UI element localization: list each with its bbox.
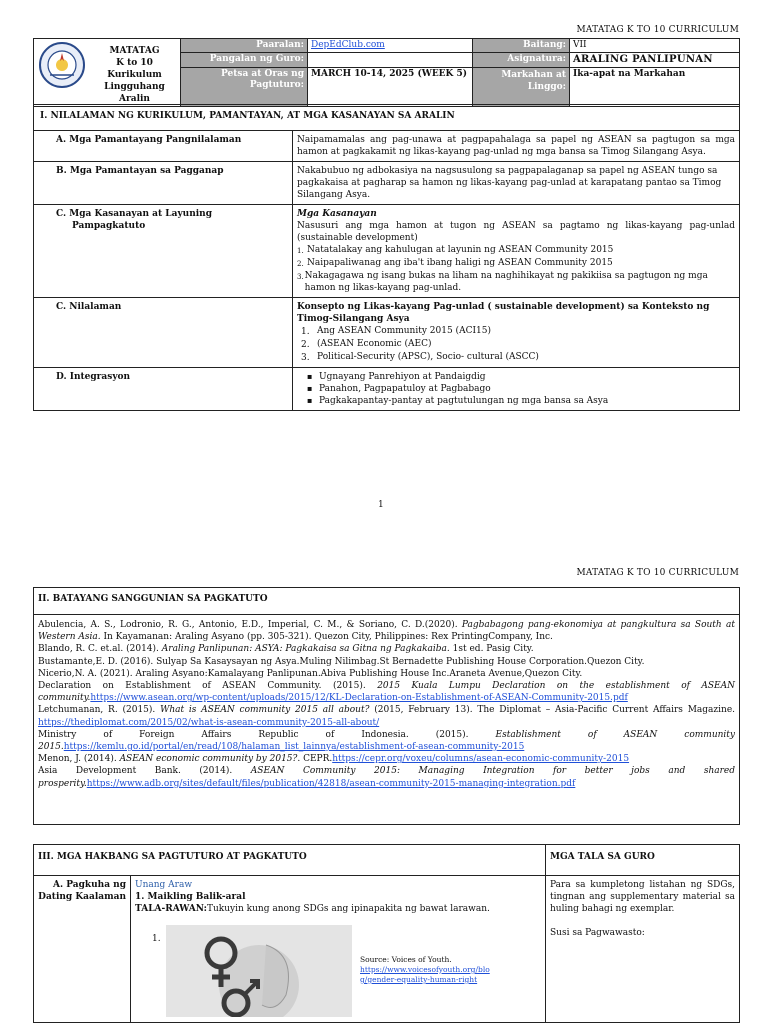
list-item: 1. Natatalakay ang kahulugan at layunin ng ASEAN Community 2015 — [297, 245, 614, 255]
reference-item: Blando, R. C. et.al. (2014). Araling Panlipunan: ASYA: Pagkakaisa sa Gitna ng Pagkakaiba. 1st ed. Pasig City. — [38, 644, 534, 655]
notes-title: MGA TALA SA GURO — [546, 845, 740, 876]
row-e-content — [293, 368, 740, 411]
curriculum-header: MATATAG K TO 10 CURRICULUM — [576, 25, 739, 35]
day-label: Unang Araw — [135, 880, 193, 890]
list-item: 2. Naipapaliwanag ang iba't ibang haligi ng ASEAN Community 2015 — [297, 258, 613, 268]
asignatura-value: ARALING PANLIPUNAN — [570, 53, 740, 68]
document-title: MATATAG K to 10 Kurikulum Lingguhang Aralin — [89, 39, 181, 107]
section-1-title: I. NILALAMAN NG KURIKULUM, PAMANTAYAN, AT MGA KASANAYAN SA ARALIN — [34, 105, 740, 131]
petsa-label: Petsa at Oras ng Pagtuturo: — [181, 68, 308, 107]
list-item: ▪ Panahon, Pagpapatuloy at Pagbabago — [297, 383, 735, 395]
reference-item: Abulencia, A. S., Lodronio, R. G., Antonio, E.D., Imperial, C. M., & Soriano, C. D.(2020). Pagbabagong pang-ekonomiya at pangkultura sa South at Western Asia. In Kayamanan: Araling Asyano (pp. 305-321). Quezon City, Philippines: Rex PrintingCompany, Inc. — [38, 620, 735, 643]
task-line: TALA-RAWAN:Tukuyin kung anong SDGs ang ipinapakita ng bawat larawan. — [135, 904, 490, 914]
image-source: Source: Voices of Youth. https://www.voicesofyouth.org/blog/gender-equality-human-right — [360, 955, 490, 984]
reference-item: Bustamante,E. D. (2016). Sulyap Sa Kasaysayan ng Asya.Muling Nilimbag.St Bernadette Publishing House Corporation.Quezon City. — [38, 656, 645, 667]
list-item: 2. (ASEAN Economic (AEC) — [301, 339, 432, 350]
row-d-list — [297, 325, 735, 364]
list-item: 3. Nakagagawa ng isang bukas na liham na naghihikayat ng pakikiisa sa pagtugon ng mga hamon ng likas-kayang pag-unlad. — [297, 271, 708, 293]
paaralan-value[interactable]: DepEdClub.com — [308, 39, 473, 53]
row-e-label: D. Integrasyon — [34, 368, 293, 411]
paaralan-label: Paaralan: — [181, 39, 308, 53]
gender-symbols-icon — [166, 925, 352, 1017]
reference-item: Ministry of Foreign Affairs Republic of Indonesia. (2015). Establishment of ASEAN community 2015.https://kemlu.go.id/portal/en/read/108/halaman_list_lainnya/establishment-of-asean-community-2015 — [38, 729, 735, 753]
row-c-heading: Mga Kasanayan — [297, 209, 377, 219]
reference-item: Menon, J. (2014). ASEAN economic community by 2015?. CEPR.https://cepr.org/voxeu/columns/asean-economic-community-2015 — [38, 754, 630, 765]
section-3-title: III. MGA HAKBANG SA PAGTUTURO AT PAGKATUTO — [34, 845, 546, 876]
markahan-value: Ika-apat na Markahan — [570, 68, 740, 107]
reference-link[interactable]: https://kemlu.go.id/portal/en/read/108/halaman_list_lainnya/establishment-of-asean-community-2015 — [63, 742, 525, 753]
lesson-info-table — [33, 38, 740, 107]
row-c-list — [297, 244, 735, 294]
logo-cell — [34, 39, 90, 107]
source-link[interactable]: https://www.voicesofyouth.org/blog/gender-equality-human-right — [360, 965, 490, 984]
step-a-label: A. Pagkuha ng Dating Kaalaman — [34, 876, 131, 1023]
row-d-label: C. Nilalaman — [34, 298, 293, 368]
guro-value — [308, 53, 473, 68]
list-item: 1. Ang ASEAN Community 2015 (ACI15) — [301, 326, 491, 337]
row-e-list — [297, 371, 735, 407]
list-item: ▪ Ugnayang Panrehiyon at Pandaigdig — [297, 371, 735, 383]
row-d-content — [293, 298, 740, 368]
section-2-title: II. BATAYANG SANGGUNIAN SA PAGKATUTO — [34, 588, 739, 615]
notes-text: Para sa kumpletong listahan ng SDGs, tingnan ang supplementary material sa huling bahagi ng exemplar. — [550, 880, 735, 914]
reference-link[interactable]: https://cepr.org/voxeu/columns/asean-economic-community-2015 — [332, 754, 630, 765]
curriculum-header-2: MATATAG K TO 10 CURRICULUM — [576, 568, 739, 578]
petsa-value: MARCH 10-14, 2025 (WEEK 5) — [308, 68, 473, 107]
step-title: 1. Maikling Balik-aral — [135, 892, 246, 902]
baitang-value: VII — [570, 39, 740, 53]
item-number: 1. — [152, 934, 161, 944]
row-a-text: Naipamamalas ang pag-unawa at pagpapahalaga sa papel ng ASEAN sa pagtugon sa mga hamon at pagkakamit ng likas-kayang pag-unlad ng mga bansa sa Timog Silangang Asya. — [293, 131, 740, 162]
reference-item: Letchumanan, R. (2015). What is ASEAN community 2015 all about? (2015, February 13). The Diplomat – Asia-Pacific Current Affairs Magazine. https://thediplomat.com/2015/02/what-is-asean-community-2015-all-about/ — [38, 705, 736, 728]
notes-key: Susi sa Pagwawasto: — [550, 928, 645, 938]
curriculum-content-table — [33, 104, 740, 411]
row-b-label: B. Mga Pamantayan sa Pagganap — [34, 162, 293, 205]
teaching-steps-table — [33, 844, 740, 1023]
reference-link[interactable]: https://www.adb.org/sites/default/files/publication/42818/asean-community-2015-managing-integration.pdf — [86, 778, 576, 789]
reference-link[interactable]: https://thediplomat.com/2015/02/what-is-asean-community-2015-all-about/ — [38, 717, 380, 728]
page-number: 1 — [378, 500, 384, 510]
baitang-label: Baitang: — [473, 39, 570, 53]
row-c-content — [293, 205, 740, 298]
reference-item: Declaration on Establishment of ASEAN Community. (2015). 2015 Kuala Lumpu Declaration on the establishment of ASEAN community.https://www.asean.org/wp-content/uploads/2015/12/KL-Declaration-on-Establishment-of-ASEAN-Community-2015.pdf — [38, 681, 735, 704]
gender-equality-image — [166, 925, 352, 1017]
reference-link[interactable]: https://www.asean.org/wp-content/uploads/2015/12/KL-Declaration-on-Establishment-of-ASEAN-Community-2015.pdf — [90, 693, 628, 704]
reference-item: Asia Development Bank. (2014). ASEAN Community 2015: Managing Integration for better jobs and shared prosperity.https://www.adb.org/sites/default/files/publication/42818/asean-community-2015-managing-integration.pdf — [38, 766, 735, 789]
reference-item: Nicerio,N. A. (2021). Araling Asyano:Kamalayang Panlipunan.Abiva Publishing House Inc.Araneta Avenue,Quezon City. — [38, 668, 583, 679]
list-item: ▪ Pagkakapantay-pantay at pagtutulungan ng mga bansa sa Asya — [297, 395, 735, 407]
markahan-label: Markahan at Linggo: — [473, 68, 570, 107]
deped-seal-icon — [38, 41, 86, 89]
row-c-text: Nasusuri ang mga hamon at tugon ng ASEAN sa pagtamo ng likas-kayang pag-unlad (sustainable development) — [297, 221, 735, 243]
row-a-label: A. Mga Pamantayang Pangnilalaman — [34, 131, 293, 162]
notes-content — [546, 876, 740, 1023]
row-d-heading: Konsepto ng Likas-kayang Pag-unlad ( sustainable development) sa Konteksto ng Timog-Silangang Asya — [297, 302, 710, 324]
guro-label: Pangalan ng Guro: — [181, 53, 308, 68]
list-item: 3. Political-Security (APSC), Socio- cultural (ASCC) — [301, 352, 539, 363]
asignatura-label: Asignatura: — [473, 53, 570, 68]
row-c-label: C. Mga Kasanayan at Layuning Pampagkatuto — [34, 205, 293, 298]
references-list — [34, 615, 739, 794]
row-b-text: Nakabubuo ng adbokasiya na nagsusulong sa pagpapalaganap sa papel ng ASEAN tungo sa pagkakaisa at pagharap sa hamon ng likas-kayang pag-unlad at karapatang pantao sa Timog Silangang Asya. — [293, 162, 740, 205]
references-section — [33, 587, 740, 825]
